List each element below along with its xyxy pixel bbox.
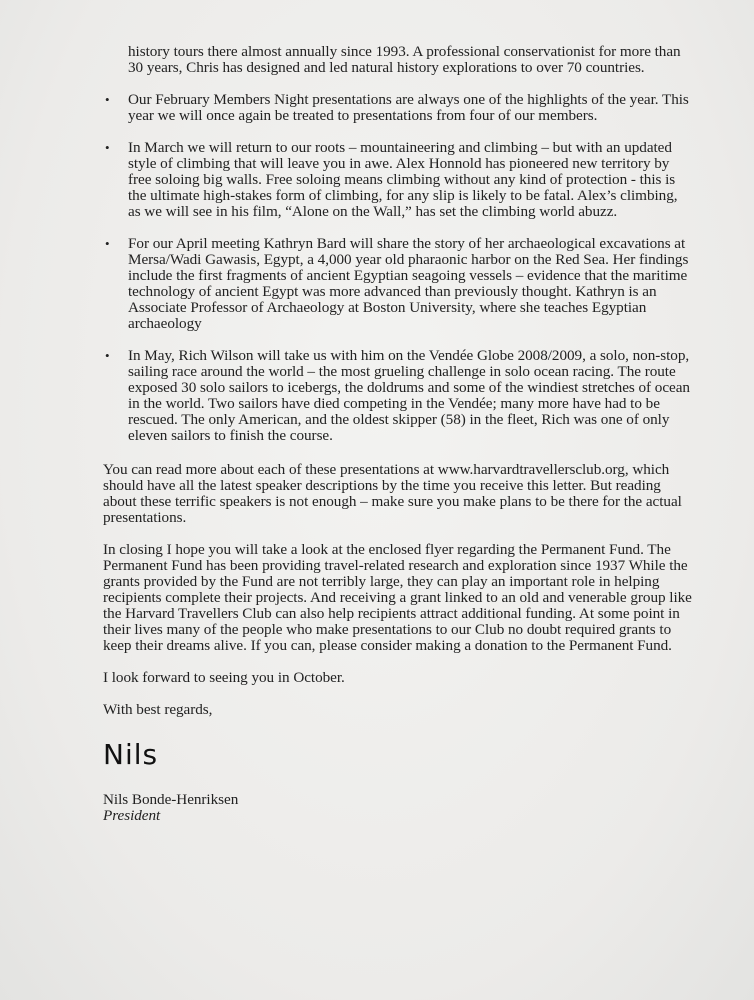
website-paragraph: You can read more about each of these presentations at www.harvardtravellersclub.org, which should have all the latest speaker descriptions by the time you receive this letter. But reading about these terrific speakers is not enough – make sure you make plans to be there for the actual presentations. — [103, 461, 682, 526]
signer-name: Nils Bonde-Henriksen — [103, 791, 239, 808]
list-item — [103, 236, 693, 332]
presentations-list — [103, 92, 693, 444]
bullet-icon: • — [105, 92, 110, 107]
list-item — [103, 140, 693, 220]
handwritten-signature: Nils — [103, 738, 159, 771]
bullet-icon: • — [105, 348, 110, 363]
bullet-text-march: In March we will return to our roots – mountaineering and climbing – but with an updated style of climbing that will leave you in awe. Alex Honnold has pioneered new territory by free soloing big walls. Free soloing means climbing without any kind of protection - this is the ultimate high-stakes form of climbing, for any slip is likely to be fatal. Alex’s climbing, as we will see in his film, “Alone on the Wall,” has set the climbing world abuzz. — [128, 139, 678, 220]
signer-title: President — [103, 807, 161, 824]
list-item — [103, 348, 693, 444]
bullet-icon: • — [105, 236, 110, 251]
valediction: With best regards, — [103, 701, 213, 718]
continuation-paragraph: history tours there almost annually since 1993. A professional conservationist for more than 30 years, Chris has designed and led natural history explorations to over 70 countries. — [128, 43, 681, 76]
bullet-text-may: In May, Rich Wilson will take us with him on the Vendée Globe 2008/2009, a solo, non-stop, sailing race around the world – the most grueling challenge in solo ocean racing. The route exposed 30 solo sailors to icebergs, the doldrums and some of the windiest stretches of ocean in the world. Two sailors have died competing in the Vendée; many more have had to be rescued. The only American, and the oldest skipper (58) in the fleet, Rich was one of only eleven sailors to finish the course. — [128, 347, 690, 444]
closing-line: I look forward to seeing you in October. — [103, 669, 345, 686]
letter-body — [103, 44, 693, 824]
bullet-text-april: For our April meeting Kathryn Bard will share the story of her archaeological excavations at Mersa/Wadi Gawasis, Egypt, a 4,000 year old pharaonic harbor on the Red Sea. Her findings include the first fragments of ancient Egyptian seagoing vessels – evidence that the maritime technology of ancient Egypt was more advanced than previously thought. Kathryn is an Associate Professor of Archaeology at Boston University, where she teaches Egyptian archaeology — [128, 235, 689, 332]
bullet-text-february: Our February Members Night presentations are always one of the highlights of the year. This year we will once again be treated to presentations from four of our members. — [128, 91, 689, 124]
bullet-icon: • — [105, 140, 110, 155]
permanent-fund-paragraph: In closing I hope you will take a look at the enclosed flyer regarding the Permanent Fund. The Permanent Fund has been providing travel-related research and exploration since 1937 While the grants provided by the Fund are not terribly large, they can play an important role in helping recipients complete their projects. And receiving a grant linked to an old and venerable group like the Harvard Travellers Club can also help recipients attract additional funding. At some point in their lives many of the people who make presentations to our Club no doubt required grants to keep their dreams alive. If you can, please consider making a donation to the Permanent Fund. — [103, 541, 692, 654]
list-item — [103, 92, 693, 124]
